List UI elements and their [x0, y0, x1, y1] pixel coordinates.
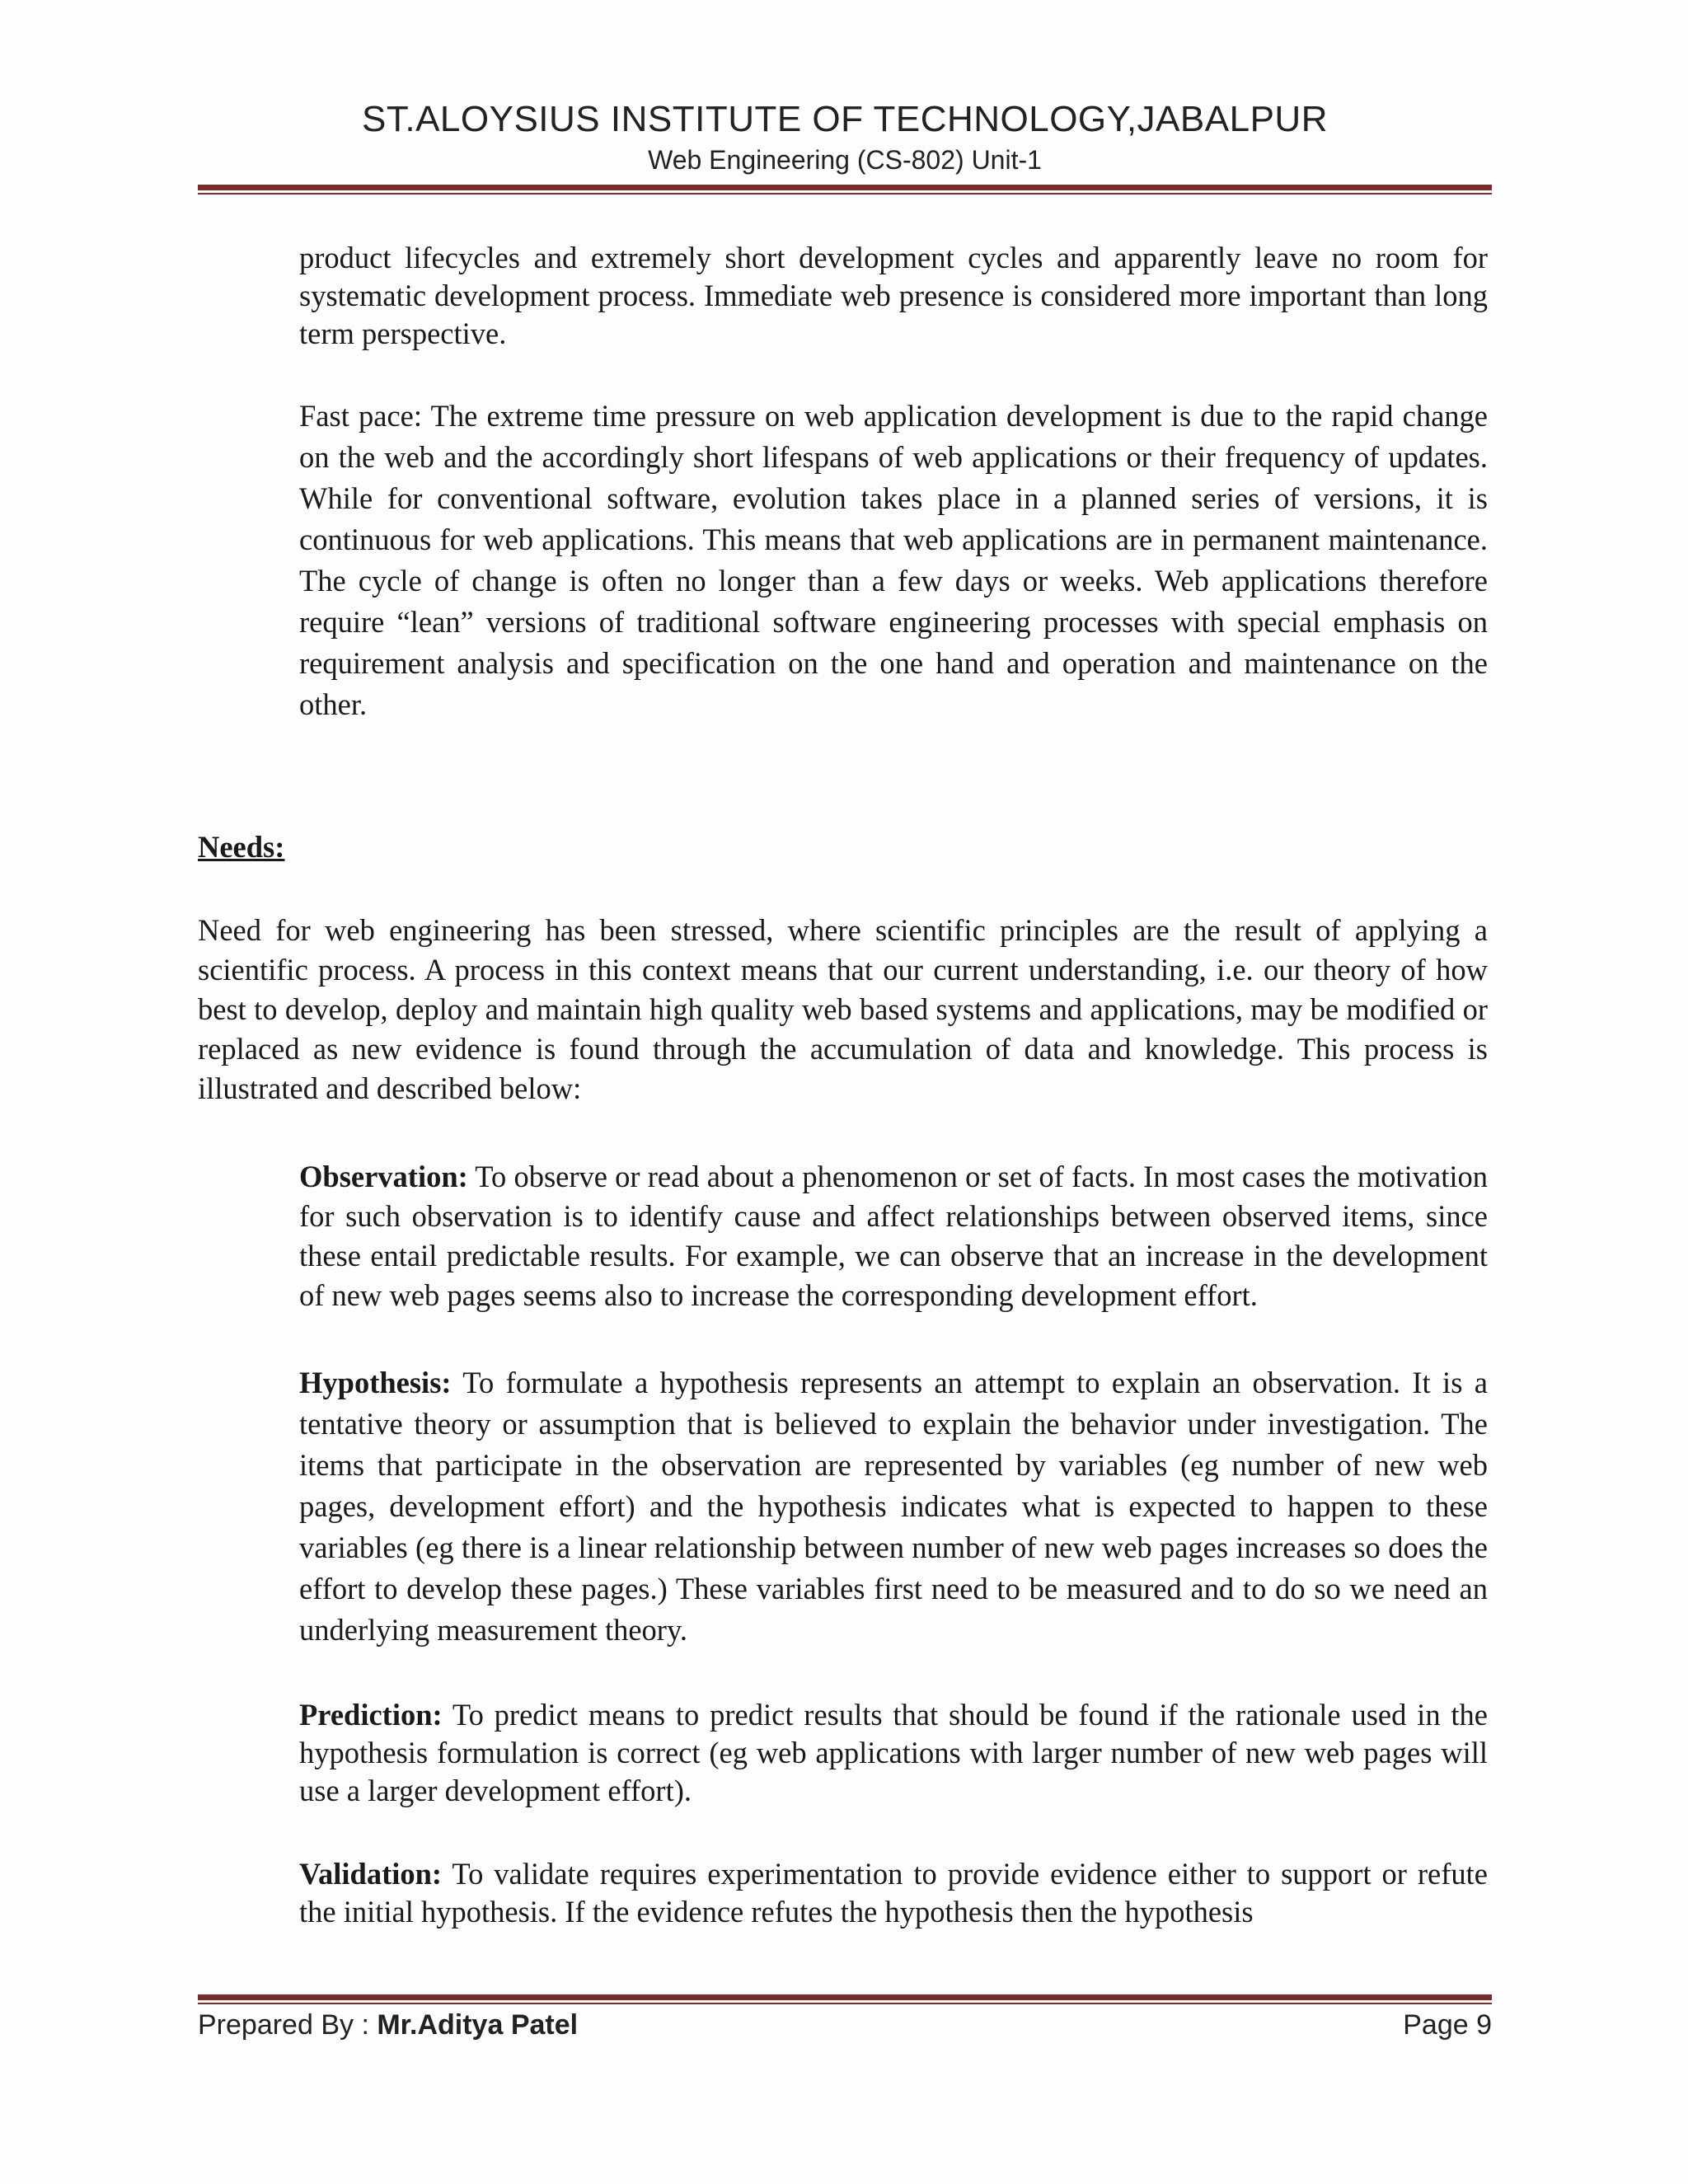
step-validation	[198, 1855, 1488, 1931]
step-observation	[198, 1157, 1488, 1315]
institute-title: ST.ALOYSIUS INSTITUTE OF TECHNOLOGY,JABALPUR	[362, 99, 1328, 139]
step-text: To observe or read about a phenomenon or set of facts. In most cases the motivation for such observation is to identify cause and affect relationships between observed items, since these entail predictable results. For example, we can observe that an increase in the development of new web pages seems also to increase the corresponding development effort.	[299, 1160, 1488, 1312]
step-text: To predict means to predict results that should be found if the rationale used in the hypothesis formulation is correct (eg web applications with larger number of new web pages will use a larger development effort).	[299, 1698, 1488, 1807]
header-divider	[198, 185, 1492, 194]
needs-section	[198, 827, 1488, 1108]
fast-pace-paragraph: Fast pace: The extreme time pressure on web application development is due to the rapid change on the web and the accordingly short lifespans of web applications or their frequency of updates. While for conventional software, evolution takes place in a planned series of versions, it is continuous for web applications. This means that web applications are in permanent maintenance. The cycle of change is often no longer than a few days or weeks. Web applications therefore require “lean” versions of traditional software engineering processes with special emphasis on requirement analysis and specification on the one hand and operation and maintenance on the other.	[299, 399, 1488, 721]
step-term: Observation:	[299, 1160, 468, 1193]
footer-divider	[198, 1994, 1492, 2004]
step-prediction	[198, 1696, 1488, 1810]
prepared-by	[198, 2009, 578, 2041]
author-name: Mr.Aditya Patel	[377, 2009, 579, 2041]
page-footer	[198, 2009, 1492, 2041]
step-term: Validation:	[299, 1857, 443, 1891]
needs-paragraph: Need for web engineering has been stressed, where scientific principles are the result of applying a scientific process. A process in this context means that our current understanding, i.e. our theory of how best to develop, deploy and maintain high quality web based systems and applications, may be modified or replaced as new evidence is found through the accumulation of data and knowledge. This process is illustrated and described below:	[198, 913, 1488, 1105]
step-text: To validate requires experimentation to provide evidence either to support or refute the initial hypothesis. If the evidence refutes the hypothesis then the hypothesis	[299, 1857, 1488, 1929]
step-hypothesis	[198, 1362, 1488, 1651]
process-steps	[198, 1157, 1488, 1931]
page-number: Page 9	[1403, 2009, 1492, 2041]
needs-heading: Needs:	[198, 830, 285, 864]
body-text	[198, 239, 1488, 725]
step-text: To formulate a hypothesis represents an attempt to explain an observation. It is a tentative theory or assumption that is believed to explain the behavior under investigation. The items that participate in the observation are represented by variables (eg number of new web pages, development effort) and the hypothesis indicates what is expected to happen to these variables (eg there is a linear relationship between number of new web pages increases so does the effort to develop these pages.) These variables first need to be measured and to do so we need an underlying measurement theory.	[299, 1366, 1488, 1647]
intro-paragraph: product lifecycles and extremely short development cycles and apparently leave no room for systematic development process. Immediate web presence is considered more important than long term perspective.	[299, 241, 1488, 350]
step-term: Prediction:	[299, 1698, 443, 1732]
prepared-by-label: Prepared By :	[198, 2009, 377, 2041]
course-subtitle: Web Engineering (CS-802) Unit-1	[648, 145, 1042, 175]
page-header	[198, 97, 1492, 176]
step-term: Hypothesis:	[299, 1366, 452, 1399]
